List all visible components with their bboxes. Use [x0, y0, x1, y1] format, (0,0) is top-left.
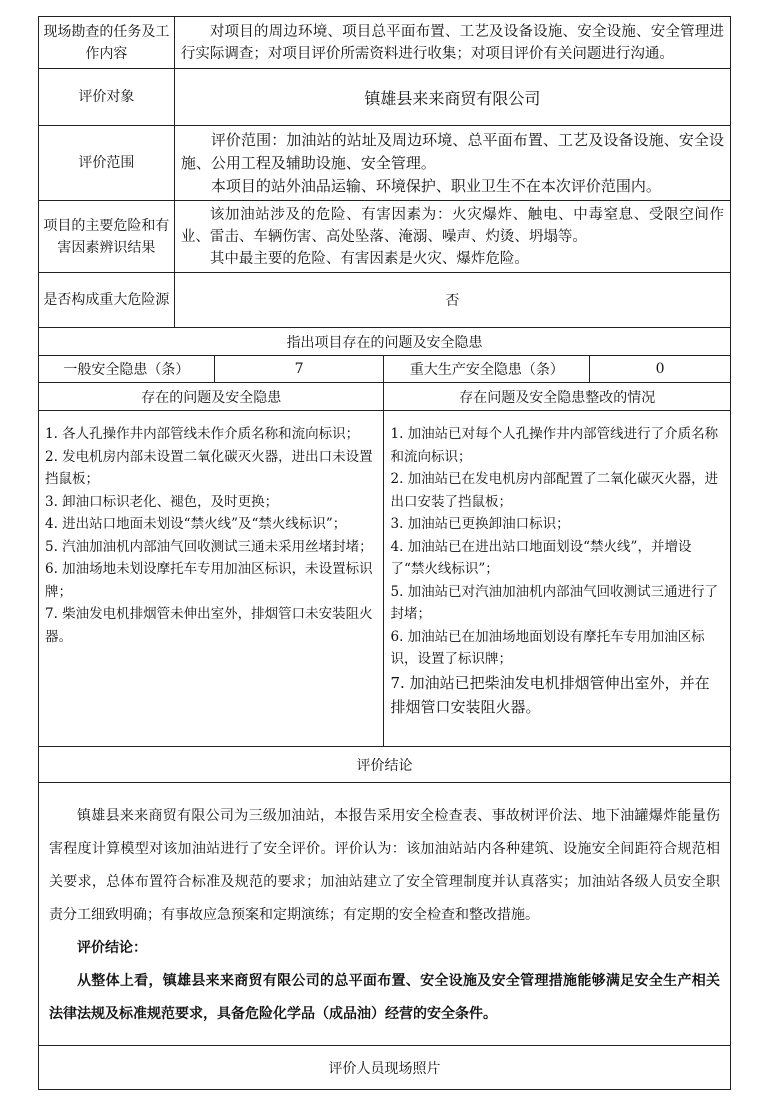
list-item: 4. 进出站口地面未划设“禁火线”及“禁火线标识”；: [45, 516, 347, 532]
photos-header: 评价人员现场照片: [39, 1046, 731, 1090]
list-item: 7. 柴油发电机排烟管未伸出室外，排烟管口未安装阻火器。: [45, 606, 373, 645]
evaluation-form-table: [38, 16, 731, 1090]
issues-column-header: 存在的问题及安全隐患: [39, 383, 384, 411]
object-content: 镇雄县来来商贸有限公司: [174, 69, 730, 126]
scope-content: [174, 126, 730, 201]
columns-header-row: [39, 383, 731, 411]
major-hazard-count: 0: [590, 356, 731, 383]
general-hazard-label: 一般安全隐患（条）: [39, 356, 215, 383]
major-hazard-label: 是否构成重大危险源: [39, 273, 175, 328]
major-hazard-count-label: 重大生产安全隐患（条）: [384, 356, 590, 383]
counts-row: [39, 356, 731, 383]
conclusion-row: [39, 783, 731, 1046]
conclusion-header: 评价结论: [39, 747, 731, 783]
list-item: 1. 加油站已对每个人孔操作井内部管线进行了介质名称和流向标识；: [390, 426, 719, 465]
list-item: 3. 加油站已更换卸油口标识；: [390, 516, 570, 532]
list-item: 2. 加油站已在发电机房内部配置了二氧化碳灭火器，进出口安装了挡鼠板；: [390, 471, 719, 510]
list-item: 2. 发电机房内部未设置二氧化碳灭火器，进出口未设置挡鼠板；: [45, 448, 373, 487]
task-content: 对项目的周边环境、项目总平面布置、工艺及设备设施、安全设施、安全管理进行实际调查；对项目评价所需资料进行收集；对项目评价有关问题进行沟通。: [174, 17, 730, 69]
list-item: 4. 加油站已在进出站口地面划设“禁火线”，并增设了“禁火线标识”；: [390, 538, 692, 577]
scope-paragraph-2: 本项目的站外油品运输、环境保护、职业卫生不在本次评价范围内。: [210, 176, 661, 195]
conclusion-final: 从整体上看，镇雄县来来商贸有限公司的总平面布置、安全设施及安全管理措施能够满足安全生产相关法律法规及标准规范要求，具备危险化学品（成品油）经营的安全条件。: [49, 972, 720, 1022]
hazards-row: [39, 201, 731, 273]
object-label: 评价对象: [39, 69, 175, 126]
task-row: [39, 17, 731, 69]
conclusion-subtitle: 评价结论：: [77, 939, 147, 956]
issues-header-row: [39, 328, 731, 356]
list-item: 5. 汽油加油机内部油气回收测试三通未采用丝堵封堵；: [45, 538, 373, 555]
issues-header: 指出项目存在的问题及安全隐患: [39, 328, 731, 356]
conclusion-content: [39, 783, 731, 1046]
issues-fixes-row: [39, 411, 731, 747]
list-item: 6. 加油站已在加油场地面划设有摩托车专用加油区标识，设置了标识牌；: [390, 628, 705, 667]
list-item: 7. 加油站已把柴油发电机排烟管伸出室外，并在排烟管口安装阻火器。: [390, 673, 710, 716]
general-hazard-count: 7: [214, 356, 384, 383]
conclusion-body: 镇雄县来来商贸有限公司为三级加油站，本报告采用安全检查表、事故树评价法、地下油罐爆炸能量伤害程度计算模型对该加油站进行了安全评价。评价认为：该加油站站内各种建筑、设施安全间距符合规范相关要求，总体布置符合标准及规范的要求；加油站建立了安全管理制度并认真落实；加油站各级人员安全职责分工细致明确；有事故应急预案和定期演练；有定期的安全检查和整改措施。: [49, 807, 720, 923]
scope-row: [39, 126, 731, 201]
scope-label: 评价范围: [39, 126, 175, 201]
scope-paragraph-1: 评价范围：加油站的站址及周边环境、总平面布置、工艺及设备设施、安全设施、公用工程及辅助设施、安全管理。: [180, 130, 724, 172]
fixes-list: [384, 411, 731, 747]
issues-list: [39, 411, 384, 747]
fixes-column-header: 存在问题及安全隐患整改的情况: [384, 383, 731, 411]
photos-header-row: [39, 1046, 731, 1090]
hazards-paragraph-1: 该加油站涉及的危险、有害因素为：火灾爆炸、触电、中毒窒息、受限空间作业、雷击、车辆伤害、高处坠落、淹溺、噪声、灼烫、坍塌等。: [180, 206, 724, 245]
major-hazard-value: 否: [174, 273, 730, 328]
major-hazard-row: [39, 273, 731, 328]
list-item: 5. 加油站已对汽油加油机内部油气回收测试三通进行了封堵；: [390, 583, 719, 622]
task-label: 现场勘查的任务及工作内容: [39, 17, 175, 69]
hazards-label: 项目的主要危险和有害因素辨识结果: [39, 201, 175, 273]
list-item: 6. 加油场地未划设摩托车专用加油区标识，未设置标识牌；: [45, 561, 373, 600]
list-item: 3. 卸油口标识老化、褪色，及时更换；: [45, 493, 279, 510]
list-item: 1. 各人孔操作井内部管线未作介质名称和流向标识；: [45, 426, 360, 442]
hazards-paragraph-2: 其中最主要的危险、有害因素是火灾、爆炸危险。: [209, 250, 529, 267]
hazards-content: [174, 201, 730, 273]
conclusion-header-row: [39, 747, 731, 783]
object-row: [39, 69, 731, 126]
